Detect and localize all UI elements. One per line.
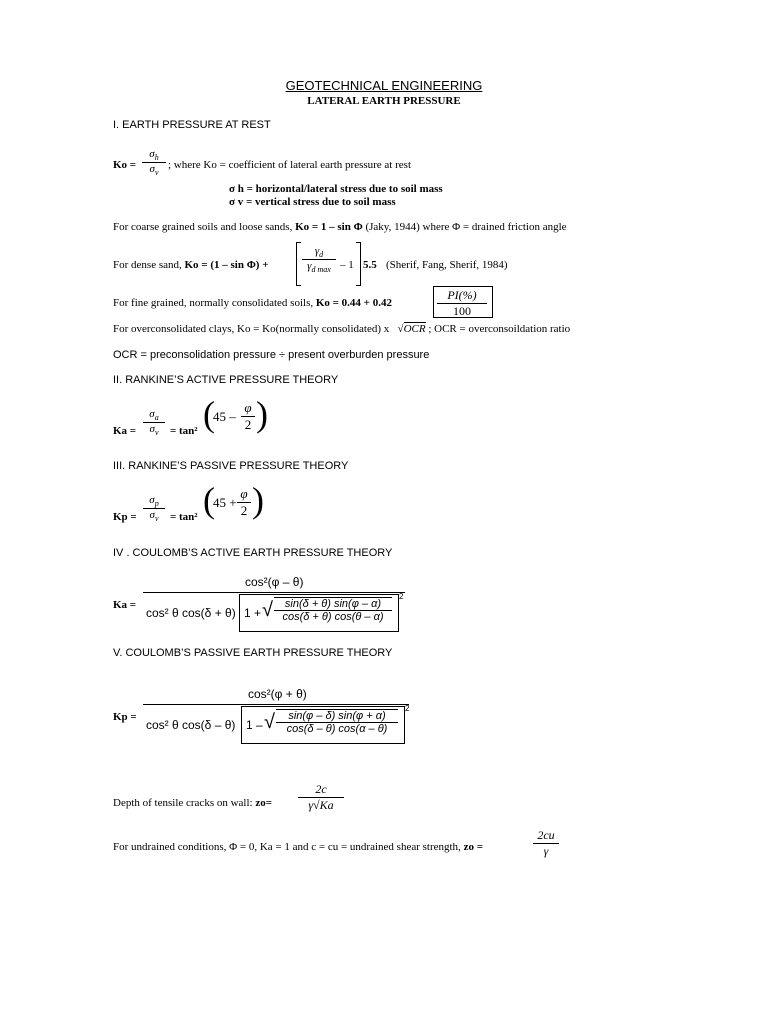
coulomb-active-numerator: cos²(φ – θ): [245, 575, 304, 589]
coulomb-passive-sqrt: √: [264, 711, 275, 733]
depth-line: [113, 796, 272, 810]
rankine-kp-label: Kp =: [113, 511, 137, 523]
dense-prefix: For dense sand,: [113, 259, 182, 271]
oc-suffix: ; OCR = overconsoildation ratio: [428, 323, 571, 335]
coulomb-active-den-prefix: cos² θ cos(δ + θ): [146, 606, 236, 620]
pi-numerator: PI(%): [447, 288, 477, 302]
passive-root-numerator: sin(φ – δ) sin(φ + α): [288, 710, 386, 722]
coulomb-passive-fraction-bar: [143, 704, 409, 705]
coarse-suffix: (Jaky, 1944) where Φ = drained friction angle: [365, 221, 567, 233]
page-title: GEOTECHNICAL ENGINEERING: [285, 78, 483, 93]
coulomb-ka-label: Ka =: [113, 599, 137, 611]
rankine-active-tan: = tan²: [170, 425, 198, 437]
zo-label: zo=: [255, 797, 273, 809]
ocr-definition: OCR = preconsolidation pressure ÷ present overburden pressure: [113, 349, 430, 361]
undrained-fraction: [533, 828, 559, 859]
active-inner-text: 45 –: [213, 409, 236, 424]
oc-prefix: For overconsolidated clays, Ko = Ko(normally consolidated) x: [113, 323, 390, 335]
undrained-denominator: γ: [533, 843, 559, 859]
fine-prefix: For fine grained, normally consolidated soils,: [113, 297, 314, 309]
coarse-line: [113, 220, 567, 234]
coulomb-active-one: 1 +: [244, 606, 262, 620]
section-heading-2: II. RANKINE’S ACTIVE PRESSURE THEORY: [113, 374, 339, 386]
sigma-p-over-sigma-v: $\frac{\sigma_p}{\sigma_v}$: [143, 494, 165, 523]
sigma-h-over-sigma-v: $\frac{\sigma_h}{\sigma_v}$: [142, 148, 166, 177]
depth-denominator: γ√Ka: [298, 797, 344, 813]
coulomb-active-square: 2: [399, 592, 404, 601]
dense-factor: 5.5: [363, 259, 377, 271]
undrained-numerator: 2cu: [537, 828, 555, 842]
dense-formula: Ko = (1 – sin Φ) +: [184, 259, 269, 271]
two-denominator: 2: [241, 416, 255, 433]
active-root-denominator: cos(δ + θ) cos(θ – α): [274, 610, 392, 623]
dense-line: [113, 258, 269, 272]
dense-bracket-left: [296, 242, 301, 286]
rankine-passive-tan: = tan²: [170, 511, 198, 523]
dense-bracket-right: [356, 242, 361, 286]
overconsolidated-line: For overconsolidated clays, Ko = Ko(normally consolidated) x √OCR ; OCR = overconsoildation ratio: [113, 323, 571, 335]
passive-root-denominator: cos(δ – θ) cos(α – θ): [276, 722, 398, 735]
coulomb-passive-root-fraction: [276, 709, 398, 735]
active-root-numerator: sin(δ + θ) sin(φ – α): [284, 598, 382, 610]
zo-label-2: zo =: [463, 841, 483, 853]
sigma-h-definition: σ h = horizontal/lateral stress due to soil mass: [229, 183, 443, 195]
coulomb-active-root-fraction: [274, 597, 392, 623]
dense-minus-one: – 1: [340, 259, 354, 271]
sigma-a-over-sigma-v: $\frac{\sigma_a}{\sigma_v}$: [143, 408, 165, 437]
sigma-v-definition: σ v = vertical stress due to soil mass: [229, 196, 396, 208]
coarse-formula: Ko = 1 – sin Φ: [295, 221, 363, 233]
depth-numerator: 2c: [315, 782, 327, 796]
depth-label: Depth of tensile cracks on wall:: [113, 797, 253, 809]
phi-numerator: φ: [240, 486, 248, 501]
ko-where-text: ; where Ko = coefficient of lateral earth pressure at rest: [168, 159, 411, 171]
coulomb-kp-label: Kp =: [113, 711, 137, 723]
depth-fraction: [298, 782, 344, 813]
phi-numerator: φ: [244, 400, 252, 415]
section-heading-3: III. RANKINE’S PASSIVE PRESSURE THEORY: [113, 460, 349, 472]
pi-over-100: [437, 288, 487, 319]
dense-reference: (Sherif, Fang, Sherif, 1984): [386, 259, 508, 271]
coulomb-passive-den-prefix: cos² θ cos(δ – θ): [146, 718, 236, 732]
undrained-line: [113, 840, 483, 854]
coulomb-passive-square: 2: [405, 704, 410, 713]
ocr-sqrt: OCR: [403, 323, 426, 335]
two-denominator: 2: [237, 502, 251, 519]
coarse-prefix: For coarse grained soils and loose sands,: [113, 221, 293, 233]
passive-paren-left: (: [203, 480, 215, 520]
passive-inner-text: 45 +: [213, 495, 237, 510]
fine-line: [113, 296, 392, 310]
coulomb-passive-one: 1 –: [246, 718, 263, 732]
undrained-label: For undrained conditions, Φ = 0, Ka = 1 and c = cu = undrained shear strength,: [113, 841, 461, 853]
section-heading-5: V. COULOMB’S PASSIVE EARTH PRESSURE THEORY: [113, 647, 393, 659]
coulomb-active-fraction-bar: [143, 592, 405, 593]
section-heading-1: I. EARTH PRESSURE AT REST: [113, 119, 271, 131]
coulomb-active-sqrt: √: [262, 599, 273, 621]
phi-over-two-active: [241, 400, 255, 433]
active-paren-right: ): [256, 394, 268, 434]
phi-over-two-passive: [237, 486, 251, 519]
page-subtitle: LATERAL EARTH PRESSURE: [307, 95, 461, 107]
fine-formula: Ko = 0.44 + 0.42: [315, 297, 392, 309]
ko-label: Ko =: [113, 159, 137, 171]
rankine-ka-label: Ka =: [113, 425, 137, 437]
gamma-d-ratio: $\gamma_d$ $\gamma_{d max}$: [302, 245, 336, 274]
pi-denominator: 100: [437, 303, 487, 319]
active-paren-left: (: [203, 394, 215, 434]
section-heading-4: IV . COULOMB’S ACTIVE EARTH PRESSURE THEORY: [113, 547, 393, 559]
passive-paren-right: ): [252, 480, 264, 520]
coulomb-passive-numerator: cos²(φ + θ): [248, 687, 307, 701]
